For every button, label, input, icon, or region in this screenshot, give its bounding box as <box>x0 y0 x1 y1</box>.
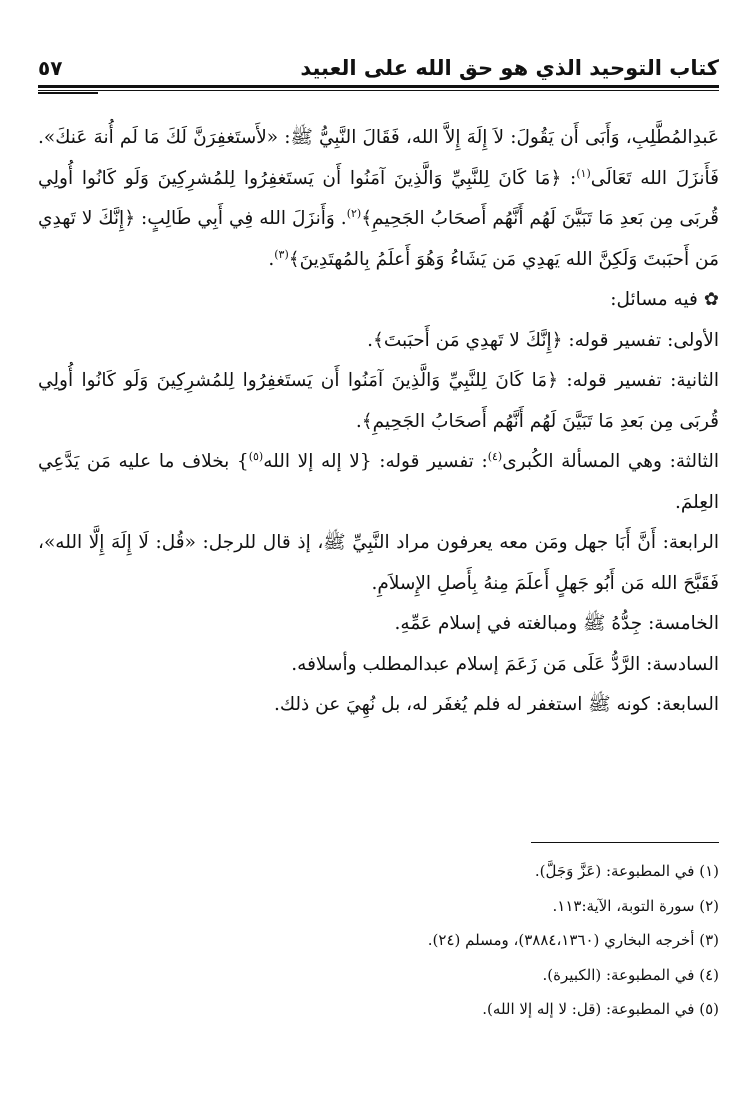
page-number: ٥٧ <box>38 56 63 80</box>
header-rule-thick <box>38 85 719 88</box>
issue-3: الثالثة: وهي المسألة الكُبرى$^{(٤)}$: تفسير قوله: {لا إله إلا الله$^{(٥)}$} بخلاف ما عليه مَن يَدَّعِي العِلمَ. <box>38 449 719 513</box>
footnote-4: (٤) في المطبوعة: (الكبيرة). <box>542 965 719 984</box>
issue-2: الثانية: تفسير قوله: ﴿مَا كَانَ لِلنَّبِيِّ وَالَّذِينَ آمَنُوا أَن يَستَغفِرُوا لِلمُشرِكِينَ وَلَو كَانُوا أُولِي قُربَى مِن بَعدِ مَا تَبَيَّنَ لَهُم أَنَّهُم أَصحَابُ الجَحِيمِ﴾. <box>38 370 719 432</box>
issue-4: الرابعة: أَنَّ أَبَا جهل ومَن معه يعرفون مراد النَّبِيِّ ﷺ، إذ قال للرجل: «قُل: لَا إِلَهَ إِلَّا الله»، فَقَبَّحَ الله مَن أَبُو جَهلٍ أَعلَمَ مِنهُ بِأَصلِ الإِسلاَمِ. <box>38 532 719 594</box>
footnote-ref-2: (٢) <box>346 206 362 220</box>
main-text <box>38 118 719 726</box>
footnote-ref-3: (٣) <box>274 247 289 261</box>
footnote-ref-5: (٥) <box>248 449 264 463</box>
issue-7: السابعة: كونه ﷺ استغفر له فلم يُغفَر له، بل نُهِيَ عن ذلك. <box>273 694 719 715</box>
issue-5: الخامسة: جِدُّهُ ﷺ ومبالغته في إسلام عَمِّهِ. <box>394 613 719 634</box>
footnote-2: (٢) سورة التوبة، الآية:١١٣. <box>552 896 719 915</box>
footnote-5: (٥) في المطبوعة: (قل: لا إله إلا الله). <box>482 1000 719 1018</box>
running-header <box>38 52 719 94</box>
book-title: كتاب التوحيد الذي هو حق الله على العبيد <box>300 56 719 80</box>
issue-6: السادسة: الرَّدُّ عَلَى مَن زَعَمَ إسلام عبدالمطلب وأسلافه. <box>291 653 719 675</box>
footnotes <box>38 854 719 1027</box>
flower-ornament-icon: ✿ <box>703 289 719 310</box>
issue-1: الأولى: تفسير قوله: ﴿إِنَّكَ لا تَهدِي مَن أَحبَبتَ﴾. <box>367 329 719 351</box>
header-rule-thin <box>38 90 719 91</box>
footnote-1: (١) في المطبوعة: (عَزَّ وَجَلَّ). <box>534 862 719 880</box>
footnote-ref-1: (١) <box>576 166 591 180</box>
footnote-ref-4: (٤) <box>487 449 503 463</box>
footnote-separator <box>531 842 719 843</box>
issues-heading: ✿فيه مسائل: <box>38 280 719 321</box>
header-rule-short <box>38 92 98 94</box>
footnote-3: (٣) أخرجه البخاري (٣٨٨٤،١٣٦٠)، ومسلم (٢٤). <box>427 931 719 949</box>
hadith-paragraph: عَبدِالمُطَّلِبِ، وَأَبَى أَن يَقُولَ: لاَ إِلَهَ إِلاَّ الله، فَقَالَ النَّبِيُّ ﷺ: «لأَستَغفِرَنَّ لَكَ مَا لَم أُنهَ عَنكَ». فَأَنزَلَ الله تَعَالَى$^{(١)}$: ﴿مَا كَانَ لِلنَّبِيِّ وَالَّذِينَ آمَنُوا أَن يَستَغفِرُوا لِلمُشرِكِينَ وَلَو كَانُوا أُولِي قُربَى مِن بَعدِ مَا تَبَيَّنَ لَهُم أَنَّهُم أَصحَابُ الجَحِيمِ﴾$^{(٢)}$. وَأَنزَلَ الله فِي أَبِي طَالِبٍ: ﴿إِنَّكَ لا تَهدِي مَن أَحبَبتَ وَلَكِنَّ الله يَهدِي مَن يَشَاءُ وَهُوَ أَعلَمُ بِالمُهتَدِينَ﴾$^{(٣)}$. <box>38 127 719 270</box>
